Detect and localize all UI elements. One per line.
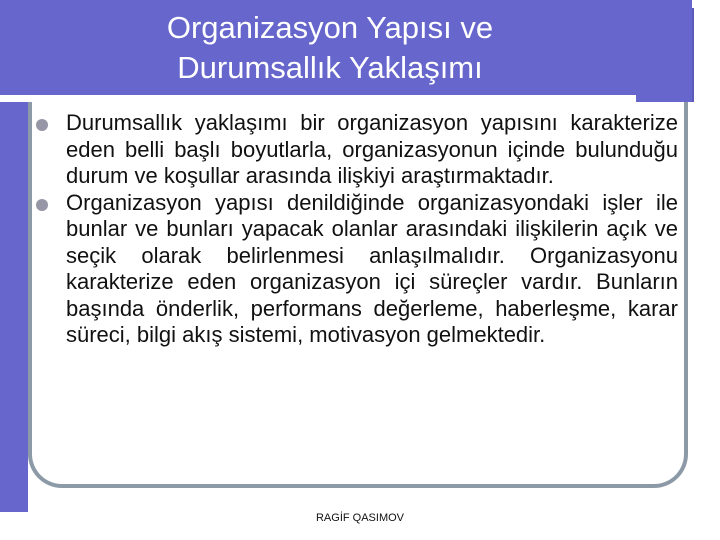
bullet-dot-icon: [36, 119, 48, 131]
bullet-text: Durumsallık yaklaşımı bir organizasyon yapısını karakterize eden belli başlı boyutlarla, organizasyonun içinde bulunduğu durum ve koşullar arasında ilişkiyi araştırmaktadır.: [66, 110, 678, 188]
slide-footer: RAGİF QASIMOV: [315, 512, 404, 524]
title-line-1: Organizasyon Yapısı ve: [166, 10, 494, 45]
slide-title: [80, 8, 580, 88]
title-line-2: Durumsallık Yaklaşımı: [177, 50, 483, 85]
bullet-item: [46, 190, 678, 349]
bullet-text: Organizasyon yapısı denildiğinde organizasyondaki işler ile bunlar ve bunları yapacak olanlar arasındaki ilişkilerin açık ve seçik olarak belirlenmesi anlaşılmalıdır. Organizasyonu karakterize eden organizasyon içi süreçler vardır. Bunların başında önderlik, performans değerleme, haberleşme, karar süreci, bilgi akış sistemi, motivasyon gelmektedir.: [66, 189, 678, 347]
bullet-item: [46, 110, 678, 190]
title-underline: [0, 95, 636, 102]
left-accent-bar: [0, 102, 28, 512]
bullet-dot-icon: [36, 199, 48, 211]
header-notch: [692, 8, 708, 102]
slide-body: [46, 110, 678, 349]
